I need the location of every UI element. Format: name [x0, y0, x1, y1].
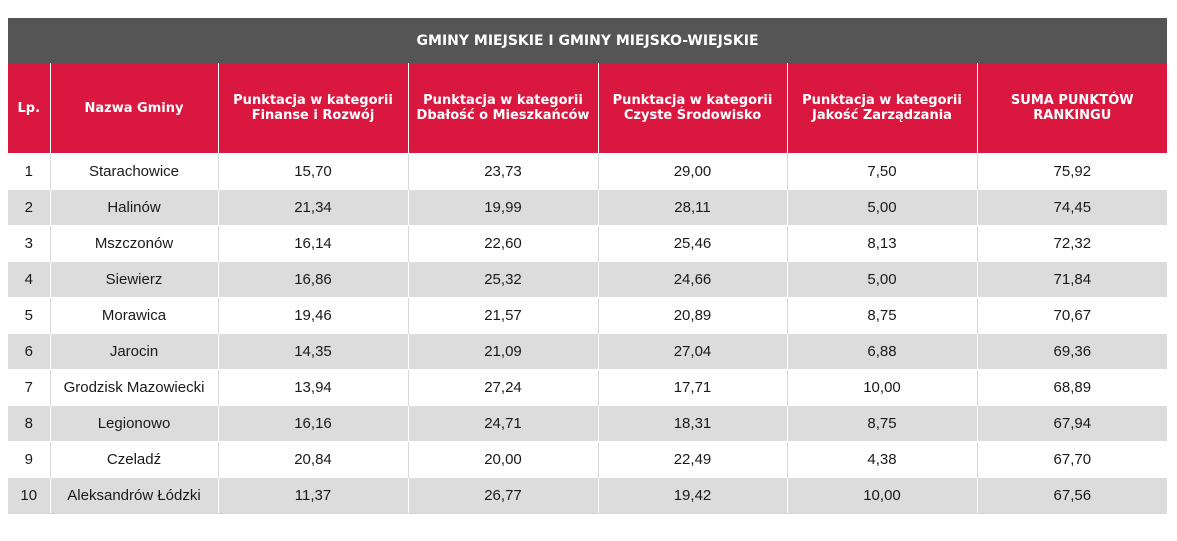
cell-suma-punktow: 67,56: [977, 478, 1167, 514]
cell-nazwa-gminy: Legionowo: [50, 406, 218, 442]
table-row: [8, 190, 1167, 226]
table-row: [8, 298, 1167, 334]
cell-nazwa-gminy: Siewierz: [50, 262, 218, 298]
cell-nazwa-gminy: Morawica: [50, 298, 218, 334]
table-body: [8, 154, 1167, 514]
cell-finanse-i-rozwoj: 19,46: [218, 298, 408, 334]
cell-finanse-i-rozwoj: 15,70: [218, 154, 408, 190]
cell-dbalosc-o-mieszkancow: 22,60: [408, 226, 598, 262]
cell-czyste-srodowisko: 22,49: [598, 442, 787, 478]
table-row: [8, 370, 1167, 406]
ranking-table: [8, 18, 1167, 514]
cell-jakosc-zarzadzania: 8,75: [787, 406, 977, 442]
cell-lp: 10: [8, 478, 50, 514]
header-nazwa-gminy: Nazwa Gminy: [50, 63, 218, 154]
header-dbalosc-o-mieszkancow: Punktacja w kategorii Dbałość o Mieszkańców: [408, 63, 598, 154]
cell-nazwa-gminy: Halinów: [50, 190, 218, 226]
cell-jakosc-zarzadzania: 10,00: [787, 370, 977, 406]
table-header-row: [8, 63, 1167, 154]
cell-suma-punktow: 74,45: [977, 190, 1167, 226]
cell-jakosc-zarzadzania: 4,38: [787, 442, 977, 478]
cell-finanse-i-rozwoj: 20,84: [218, 442, 408, 478]
cell-suma-punktow: 70,67: [977, 298, 1167, 334]
cell-dbalosc-o-mieszkancow: 24,71: [408, 406, 598, 442]
table-row: [8, 262, 1167, 298]
ranking-table-container: [8, 18, 1167, 514]
cell-czyste-srodowisko: 17,71: [598, 370, 787, 406]
cell-jakosc-zarzadzania: 10,00: [787, 478, 977, 514]
cell-czyste-srodowisko: 19,42: [598, 478, 787, 514]
cell-dbalosc-o-mieszkancow: 19,99: [408, 190, 598, 226]
cell-suma-punktow: 68,89: [977, 370, 1167, 406]
header-finanse-i-rozwoj: Punktacja w kategorii Finanse i Rozwój: [218, 63, 408, 154]
cell-finanse-i-rozwoj: 14,35: [218, 334, 408, 370]
cell-czyste-srodowisko: 28,11: [598, 190, 787, 226]
cell-jakosc-zarzadzania: 8,13: [787, 226, 977, 262]
cell-lp: 2: [8, 190, 50, 226]
cell-jakosc-zarzadzania: 5,00: [787, 262, 977, 298]
cell-jakosc-zarzadzania: 8,75: [787, 298, 977, 334]
cell-dbalosc-o-mieszkancow: 26,77: [408, 478, 598, 514]
cell-lp: 6: [8, 334, 50, 370]
cell-nazwa-gminy: Starachowice: [50, 154, 218, 190]
cell-dbalosc-o-mieszkancow: 23,73: [408, 154, 598, 190]
cell-lp: 7: [8, 370, 50, 406]
cell-jakosc-zarzadzania: 5,00: [787, 190, 977, 226]
table-title-row: [8, 18, 1167, 63]
cell-lp: 9: [8, 442, 50, 478]
header-jakosc-zarzadzania: Punktacja w kategorii Jakość Zarządzania: [787, 63, 977, 154]
cell-suma-punktow: 69,36: [977, 334, 1167, 370]
table-row: [8, 442, 1167, 478]
cell-suma-punktow: 67,94: [977, 406, 1167, 442]
cell-nazwa-gminy: Czeladź: [50, 442, 218, 478]
cell-lp: 3: [8, 226, 50, 262]
cell-czyste-srodowisko: 18,31: [598, 406, 787, 442]
cell-suma-punktow: 72,32: [977, 226, 1167, 262]
cell-dbalosc-o-mieszkancow: 25,32: [408, 262, 598, 298]
table-title: GMINY MIEJSKIE I GMINY MIEJSKO-WIEJSKIE: [8, 18, 1167, 63]
cell-jakosc-zarzadzania: 6,88: [787, 334, 977, 370]
cell-dbalosc-o-mieszkancow: 21,09: [408, 334, 598, 370]
header-lp: Lp.: [8, 63, 50, 154]
header-czyste-srodowisko: Punktacja w kategorii Czyste Środowisko: [598, 63, 787, 154]
table-row: [8, 334, 1167, 370]
cell-dbalosc-o-mieszkancow: 21,57: [408, 298, 598, 334]
cell-nazwa-gminy: Jarocin: [50, 334, 218, 370]
cell-czyste-srodowisko: 24,66: [598, 262, 787, 298]
table-row: [8, 226, 1167, 262]
cell-finanse-i-rozwoj: 16,14: [218, 226, 408, 262]
cell-finanse-i-rozwoj: 13,94: [218, 370, 408, 406]
cell-lp: 1: [8, 154, 50, 190]
cell-suma-punktow: 67,70: [977, 442, 1167, 478]
cell-dbalosc-o-mieszkancow: 27,24: [408, 370, 598, 406]
cell-nazwa-gminy: Grodzisk Mazowiecki: [50, 370, 218, 406]
cell-nazwa-gminy: Mszczonów: [50, 226, 218, 262]
header-suma-punktow: SUMA PUNKTÓW RANKINGU: [977, 63, 1167, 154]
table-row: [8, 406, 1167, 442]
cell-czyste-srodowisko: 29,00: [598, 154, 787, 190]
cell-dbalosc-o-mieszkancow: 20,00: [408, 442, 598, 478]
cell-lp: 5: [8, 298, 50, 334]
cell-lp: 4: [8, 262, 50, 298]
cell-suma-punktow: 71,84: [977, 262, 1167, 298]
cell-lp: 8: [8, 406, 50, 442]
cell-finanse-i-rozwoj: 11,37: [218, 478, 408, 514]
table-row: [8, 478, 1167, 514]
cell-czyste-srodowisko: 27,04: [598, 334, 787, 370]
cell-czyste-srodowisko: 25,46: [598, 226, 787, 262]
table-row: [8, 154, 1167, 190]
cell-finanse-i-rozwoj: 16,16: [218, 406, 408, 442]
cell-finanse-i-rozwoj: 21,34: [218, 190, 408, 226]
cell-suma-punktow: 75,92: [977, 154, 1167, 190]
cell-finanse-i-rozwoj: 16,86: [218, 262, 408, 298]
cell-nazwa-gminy: Aleksandrów Łódzki: [50, 478, 218, 514]
cell-jakosc-zarzadzania: 7,50: [787, 154, 977, 190]
cell-czyste-srodowisko: 20,89: [598, 298, 787, 334]
